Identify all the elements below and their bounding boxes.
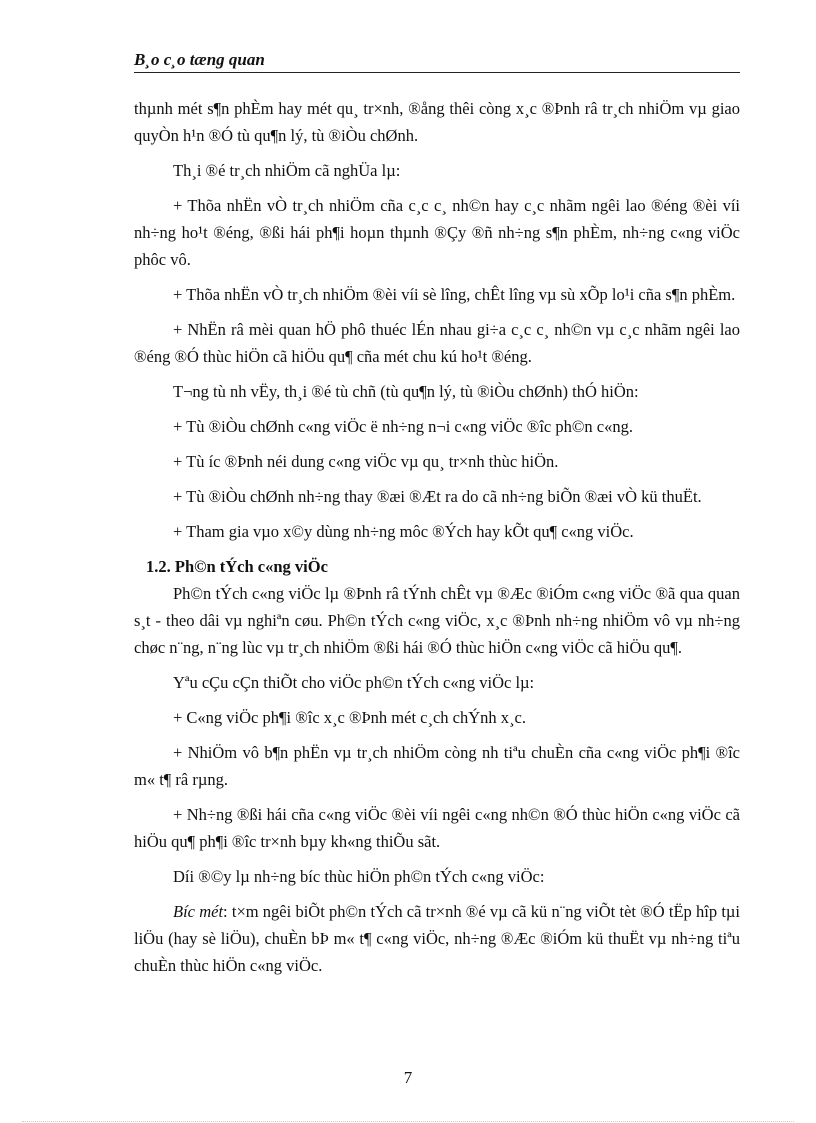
bullet-paragraph: + Tù ®iÒu chØnh c«ng viÖc ë nh÷ng n¬i c«ng viÖc ®îc ph©n c«ng. [173, 417, 633, 436]
body-text [134, 95, 740, 987]
section-heading: 1.2. Ph©n tÝch c«ng viÖc [146, 557, 328, 576]
paragraph: thµnh mét s¶n phÈm hay mét qu¸ tr×nh, ®ång thêi còng x¸c ®Þnh râ tr¸ch nhiÖm vµ giao quyÒn h¹n ®Ó tù qu¶n lý, tù ®iÒu chØnh. [134, 99, 740, 145]
paragraph: Th¸i ®é tr¸ch nhiÖm cã nghÜa lµ: [173, 161, 401, 180]
bullet-paragraph: + Thõa nhËn vÒ tr¸ch nhiÖm cña c¸c c¸ nh©n hay c¸c nhãm ngêi lao ®éng ®èi víi nh÷ng ho¹t ®éng, ®ßi hái ph¶i hoµn thµnh ®Çy ®ñ nh÷ng s¶n phÈm, nh÷ng c«ng viÖc phôc vô. [134, 196, 740, 269]
paragraph: Ph©n tÝch c«ng viÖc lµ ®Þnh râ tÝnh chÊt vµ ®Æc ®iÓm c«ng viÖc ®ã qua quan s¸t - theo dâi vµ nghiªn cøu. Ph©n tÝch c«ng viÖc, x¸c ®Þnh nh÷ng nhiÖm vô vµ nh÷ng chøc n¨ng, n¨ng lùc vµ tr¸ch nhiÖm ®ßi hái ®Ó thùc hiÖn c«ng viÖc cã hiÖu qu¶. [134, 584, 740, 657]
bullet-paragraph: + Tù íc ®Þnh néi dung c«ng viÖc vµ qu¸ tr×nh thùc hiÖn. [173, 452, 559, 471]
bullet-paragraph: + C«ng viÖc ph¶i ®îc x¸c ®Þnh mét c¸ch chÝnh x¸c. [173, 708, 526, 727]
page-number: 7 [403, 1068, 413, 1087]
header-title: B¸o c¸o tæng quan [134, 50, 265, 69]
step-paragraph [134, 898, 740, 979]
step-text: : t×m ngêi biÕt ph©n tÝch cã tr×nh ®é vµ cã kü n¨ng viÕt tèt ®Ó tËp hîp tµi liÖu (hay sè liÖu), chuÈn bÞ m« t¶ c«ng viÖc, nh÷ng ®Æc ®iÓm kü thuËt vµ nh÷ng tiªu chuÈn thùc hiÖn c«ng viÖc. [134, 902, 741, 975]
bullet-paragraph: + Thõa nhËn vÒ tr¸ch nhiÖm ®èi víi sè lîng, chÊt lîng vµ sù xÕp lo¹i cña s¶n phÈm. [173, 285, 736, 304]
paragraph: T¬ng tù nh vËy, th¸i ®é tù chñ (tù qu¶n lý, tù ®iÒu chØnh) thÓ hiÖn: [173, 382, 639, 401]
bullet-paragraph: + Nh÷ng ®ßi hái cña c«ng viÖc ®èi víi ngêi c«ng nh©n ®Ó thùc hiÖn c«ng viÖc cã hiÖu qu¶ ph¶i ®îc tr×nh bµy kh«ng thiÕu sãt. [134, 805, 740, 851]
bottom-dotted-rule [22, 1121, 794, 1122]
paragraph: Díi ®©y lµ nh÷ng bíc thùc hiÖn ph©n tÝch c«ng viÖc: [173, 867, 545, 886]
bullet-paragraph: + NhËn râ mèi quan hÖ phô thuéc lÉn nhau gi÷a c¸c c¸ nh©n vµ c¸c nhãm ngêi lao ®éng ®Ó thùc hiÖn cã hiÖu qu¶ cña mét chu kú ho¹t ®éng. [134, 320, 740, 366]
bullet-paragraph: + NhiÖm vô b¶n phËn vµ tr¸ch nhiÖm còng nh tiªu chuÈn cña c«ng viÖc ph¶i ®îc m« t¶ râ rµng. [134, 743, 740, 789]
running-header [134, 48, 740, 73]
paragraph: Yªu cÇu cÇn thiÕt cho viÖc ph©n tÝch c«ng viÖc lµ: [173, 673, 535, 692]
step-lead: Bíc mét [173, 902, 224, 921]
bullet-paragraph: + Tù ®iÒu chØnh nh÷ng thay ®æi ®Æt ra do cã nh÷ng biÕn ®æi vÒ kü thuËt. [173, 487, 702, 506]
bullet-paragraph: + Tham gia vµo x©y dùng nh÷ng môc ®Ých hay kÕt qu¶ c«ng viÖc. [173, 522, 634, 541]
